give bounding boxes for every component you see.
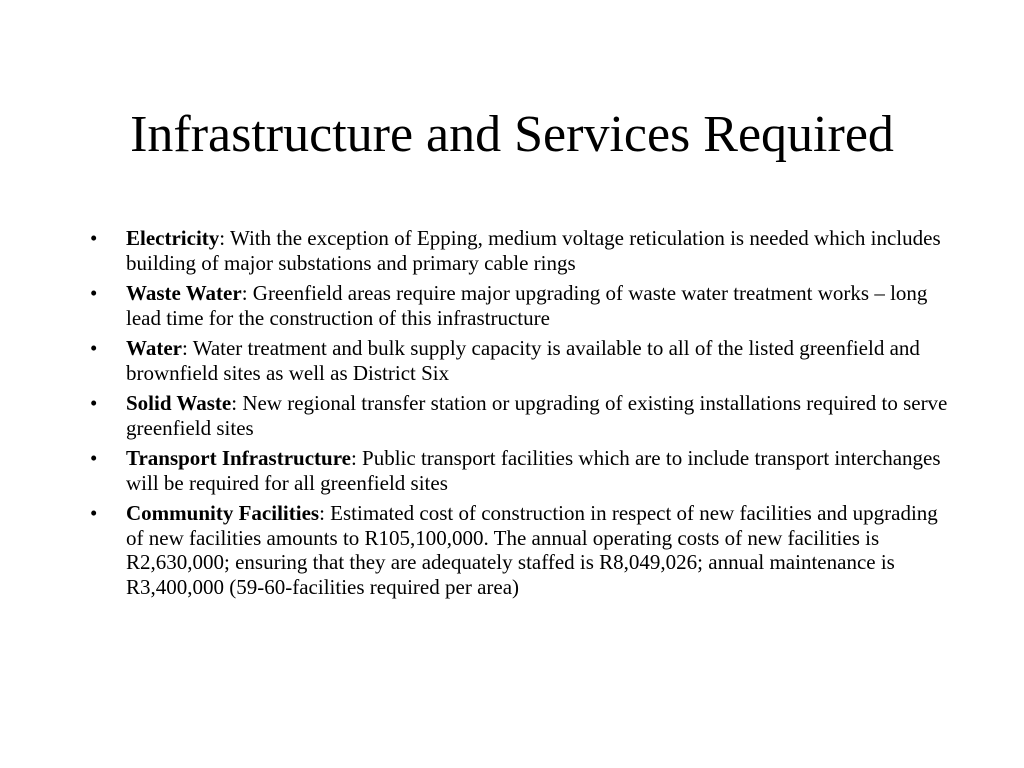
slide-title: Infrastructure and Services Required bbox=[130, 106, 894, 163]
bullet-term: Waste Water bbox=[126, 281, 242, 305]
bullet-item-transport-infrastructure bbox=[90, 446, 950, 495]
bullet-icon: • bbox=[90, 336, 98, 360]
bullet-text: : With the exception of Epping, medium voltage reticulation is needed which includes building of major substations and primary cable rings bbox=[126, 226, 941, 275]
bullet-item-solid-waste bbox=[90, 391, 950, 440]
bullet-icon: • bbox=[90, 226, 98, 250]
bullet-list bbox=[90, 226, 950, 605]
bullet-term: Community Facilities bbox=[126, 501, 320, 525]
bullet-item-water bbox=[90, 336, 950, 385]
bullet-text: : Public transport facilities which are to include transport interchanges will be required for all greenfield sites bbox=[126, 446, 941, 495]
bullet-icon: • bbox=[90, 391, 98, 415]
bullet-term: Water bbox=[126, 336, 182, 360]
bullet-item-community-facilities bbox=[90, 501, 950, 599]
bullet-term: Solid Waste bbox=[126, 391, 232, 415]
bullet-icon: • bbox=[90, 501, 98, 525]
bullet-icon: • bbox=[90, 446, 98, 470]
bullet-text: : Greenfield areas require major upgrading of waste water treatment works – long lead time for the construction of this infrastructure bbox=[126, 281, 928, 330]
bullet-item-electricity bbox=[90, 226, 950, 275]
bullet-item-waste-water bbox=[90, 281, 950, 330]
bullet-term: Electricity bbox=[126, 226, 220, 250]
bullet-text: : Water treatment and bulk supply capacity is available to all of the listed greenfield and brownfield sites as well as District Six bbox=[126, 336, 920, 385]
bullet-text: : Estimated cost of construction in respect of new facilities and upgrading of new facilities amounts to R105,100,000. The annual operating costs of new facilities is R2,630,000; ensuring that they are adequately staffed is R8,049,026; annual maintenance is R3,400,000 (59-60-facilities required per area) bbox=[126, 501, 938, 599]
bullet-text: : New regional transfer station or upgrading of existing installations required to serve greenfield sites bbox=[126, 391, 948, 440]
bullet-term: Transport Infrastructure bbox=[126, 446, 351, 470]
bullet-icon: • bbox=[90, 281, 98, 305]
